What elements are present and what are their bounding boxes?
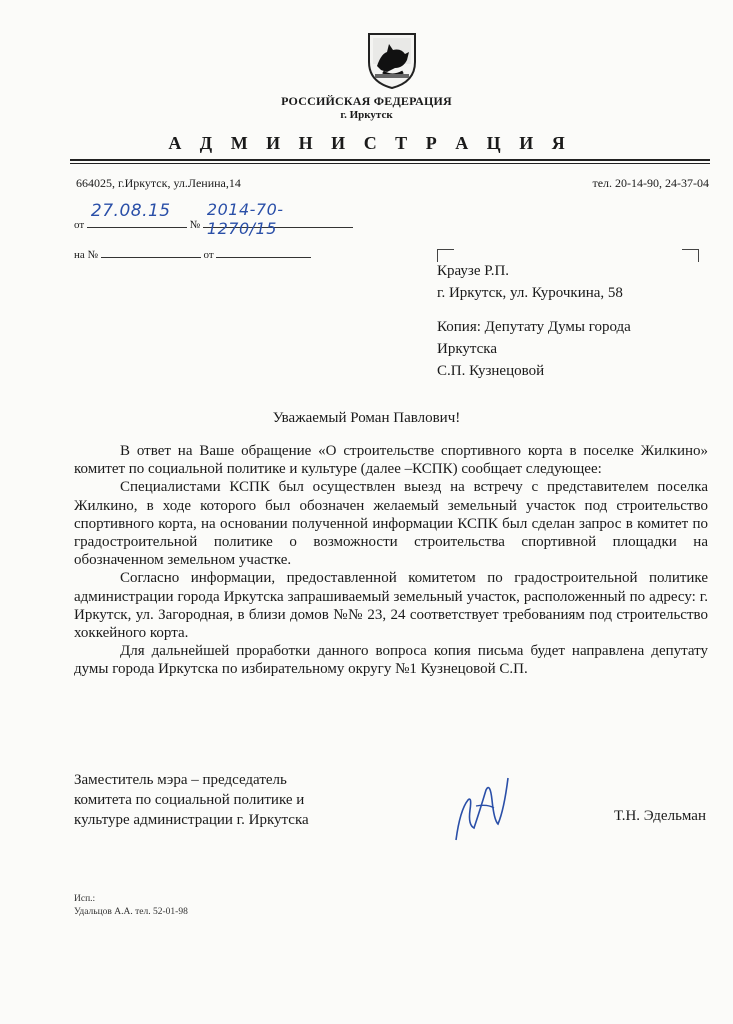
copy-block bbox=[437, 316, 631, 382]
body-paragraph: Специалистами КСПК был осуществлен выезд на встречу с представителем поселка Жилкино, в ходе которого был обозначен желаемый земельный участок под строительство спортивного корта, на основании полученной информации КСПК был сделан запрос в комитет по градостроительной политике о возможности строительства спортивной площадки на обозначенном земельном участке. bbox=[74, 479, 708, 569]
reference-line bbox=[74, 200, 353, 238]
body-paragraph: В ответ на Ваше обращение «О строительстве спортивного корта в поселке Жилкино» комитет по социальной политике и культуре (далее –КСПК) сообщает следующее: bbox=[74, 443, 708, 478]
salutation: Уважаемый Роман Павлович! bbox=[272, 410, 461, 426]
header-divider bbox=[70, 159, 710, 161]
executor-info bbox=[74, 893, 188, 919]
reply-reference-line bbox=[74, 247, 311, 261]
number-field bbox=[203, 200, 353, 238]
recipient-address: г. Иркутск, ул. Курочкина, 58 bbox=[437, 285, 623, 301]
signatory-name: Т.Н. Эдельман bbox=[614, 808, 706, 824]
organization-title: А Д М И Н И С Т Р А Ц И Я bbox=[168, 133, 572, 153]
signatory-title-line-2: комитета по социальной политике и bbox=[74, 792, 305, 808]
handwritten-signature-icon bbox=[446, 770, 526, 850]
address-corner-right bbox=[682, 249, 699, 262]
on-from-field bbox=[216, 247, 311, 258]
body-paragraph: Для дальнейшей проработки данного вопроса копия письма будет направлена депутату думы города Иркутска по избирательному округу №1 Кузнецовой С.П. bbox=[74, 643, 708, 678]
recipient-block bbox=[437, 260, 623, 304]
copy-line-2: Иркутска bbox=[437, 341, 498, 357]
handwritten-date: 27.08.15 bbox=[90, 201, 171, 221]
executor-contact: Удальцов А.А. тел. 52-01-98 bbox=[74, 907, 188, 917]
recipient-name: Краузе Р.П. bbox=[437, 263, 510, 279]
date-field bbox=[87, 201, 187, 228]
on-no-label: на № bbox=[74, 249, 99, 261]
handwritten-number: 2014-70-1270/15 bbox=[206, 200, 284, 238]
city-heading: г. Иркутск bbox=[340, 109, 393, 121]
organization-address: 664025, г.Иркутск, ул.Ленина,14 bbox=[76, 176, 241, 190]
on-no-field bbox=[101, 247, 201, 258]
organization-phones: тел. 20-14-90, 24-37-04 bbox=[592, 176, 709, 190]
on-from-label: от bbox=[203, 249, 214, 261]
copy-line-3: С.П. Кузнецовой bbox=[437, 363, 545, 379]
country-heading: РОССИЙСКАЯ ФЕДЕРАЦИЯ bbox=[281, 94, 452, 108]
signatory-title-line-3: культуре администрации г. Иркутска bbox=[74, 812, 309, 828]
body-paragraph: Согласно информации, предоставленной комитетом по градостроительной политике администрации города Иркутска запрашиваемый земельный участок, расположенный по адресу: г. Иркутск, ул. Загородная, в близи домов №№ 23, 24 соответствует требованиям под строительство хоккейного корта. bbox=[74, 570, 708, 642]
executor-label: Исп.: bbox=[74, 894, 96, 904]
header-divider-thin bbox=[70, 163, 710, 164]
letter-body bbox=[74, 442, 708, 679]
signatory-title bbox=[74, 770, 309, 830]
number-label: № bbox=[189, 219, 201, 231]
copy-line-1: Копия: Депутату Думы города bbox=[437, 319, 631, 335]
city-coat-of-arms-icon bbox=[363, 28, 421, 90]
from-label: от bbox=[74, 219, 85, 231]
signatory-title-line-1: Заместитель мэра – председатель bbox=[74, 772, 287, 788]
